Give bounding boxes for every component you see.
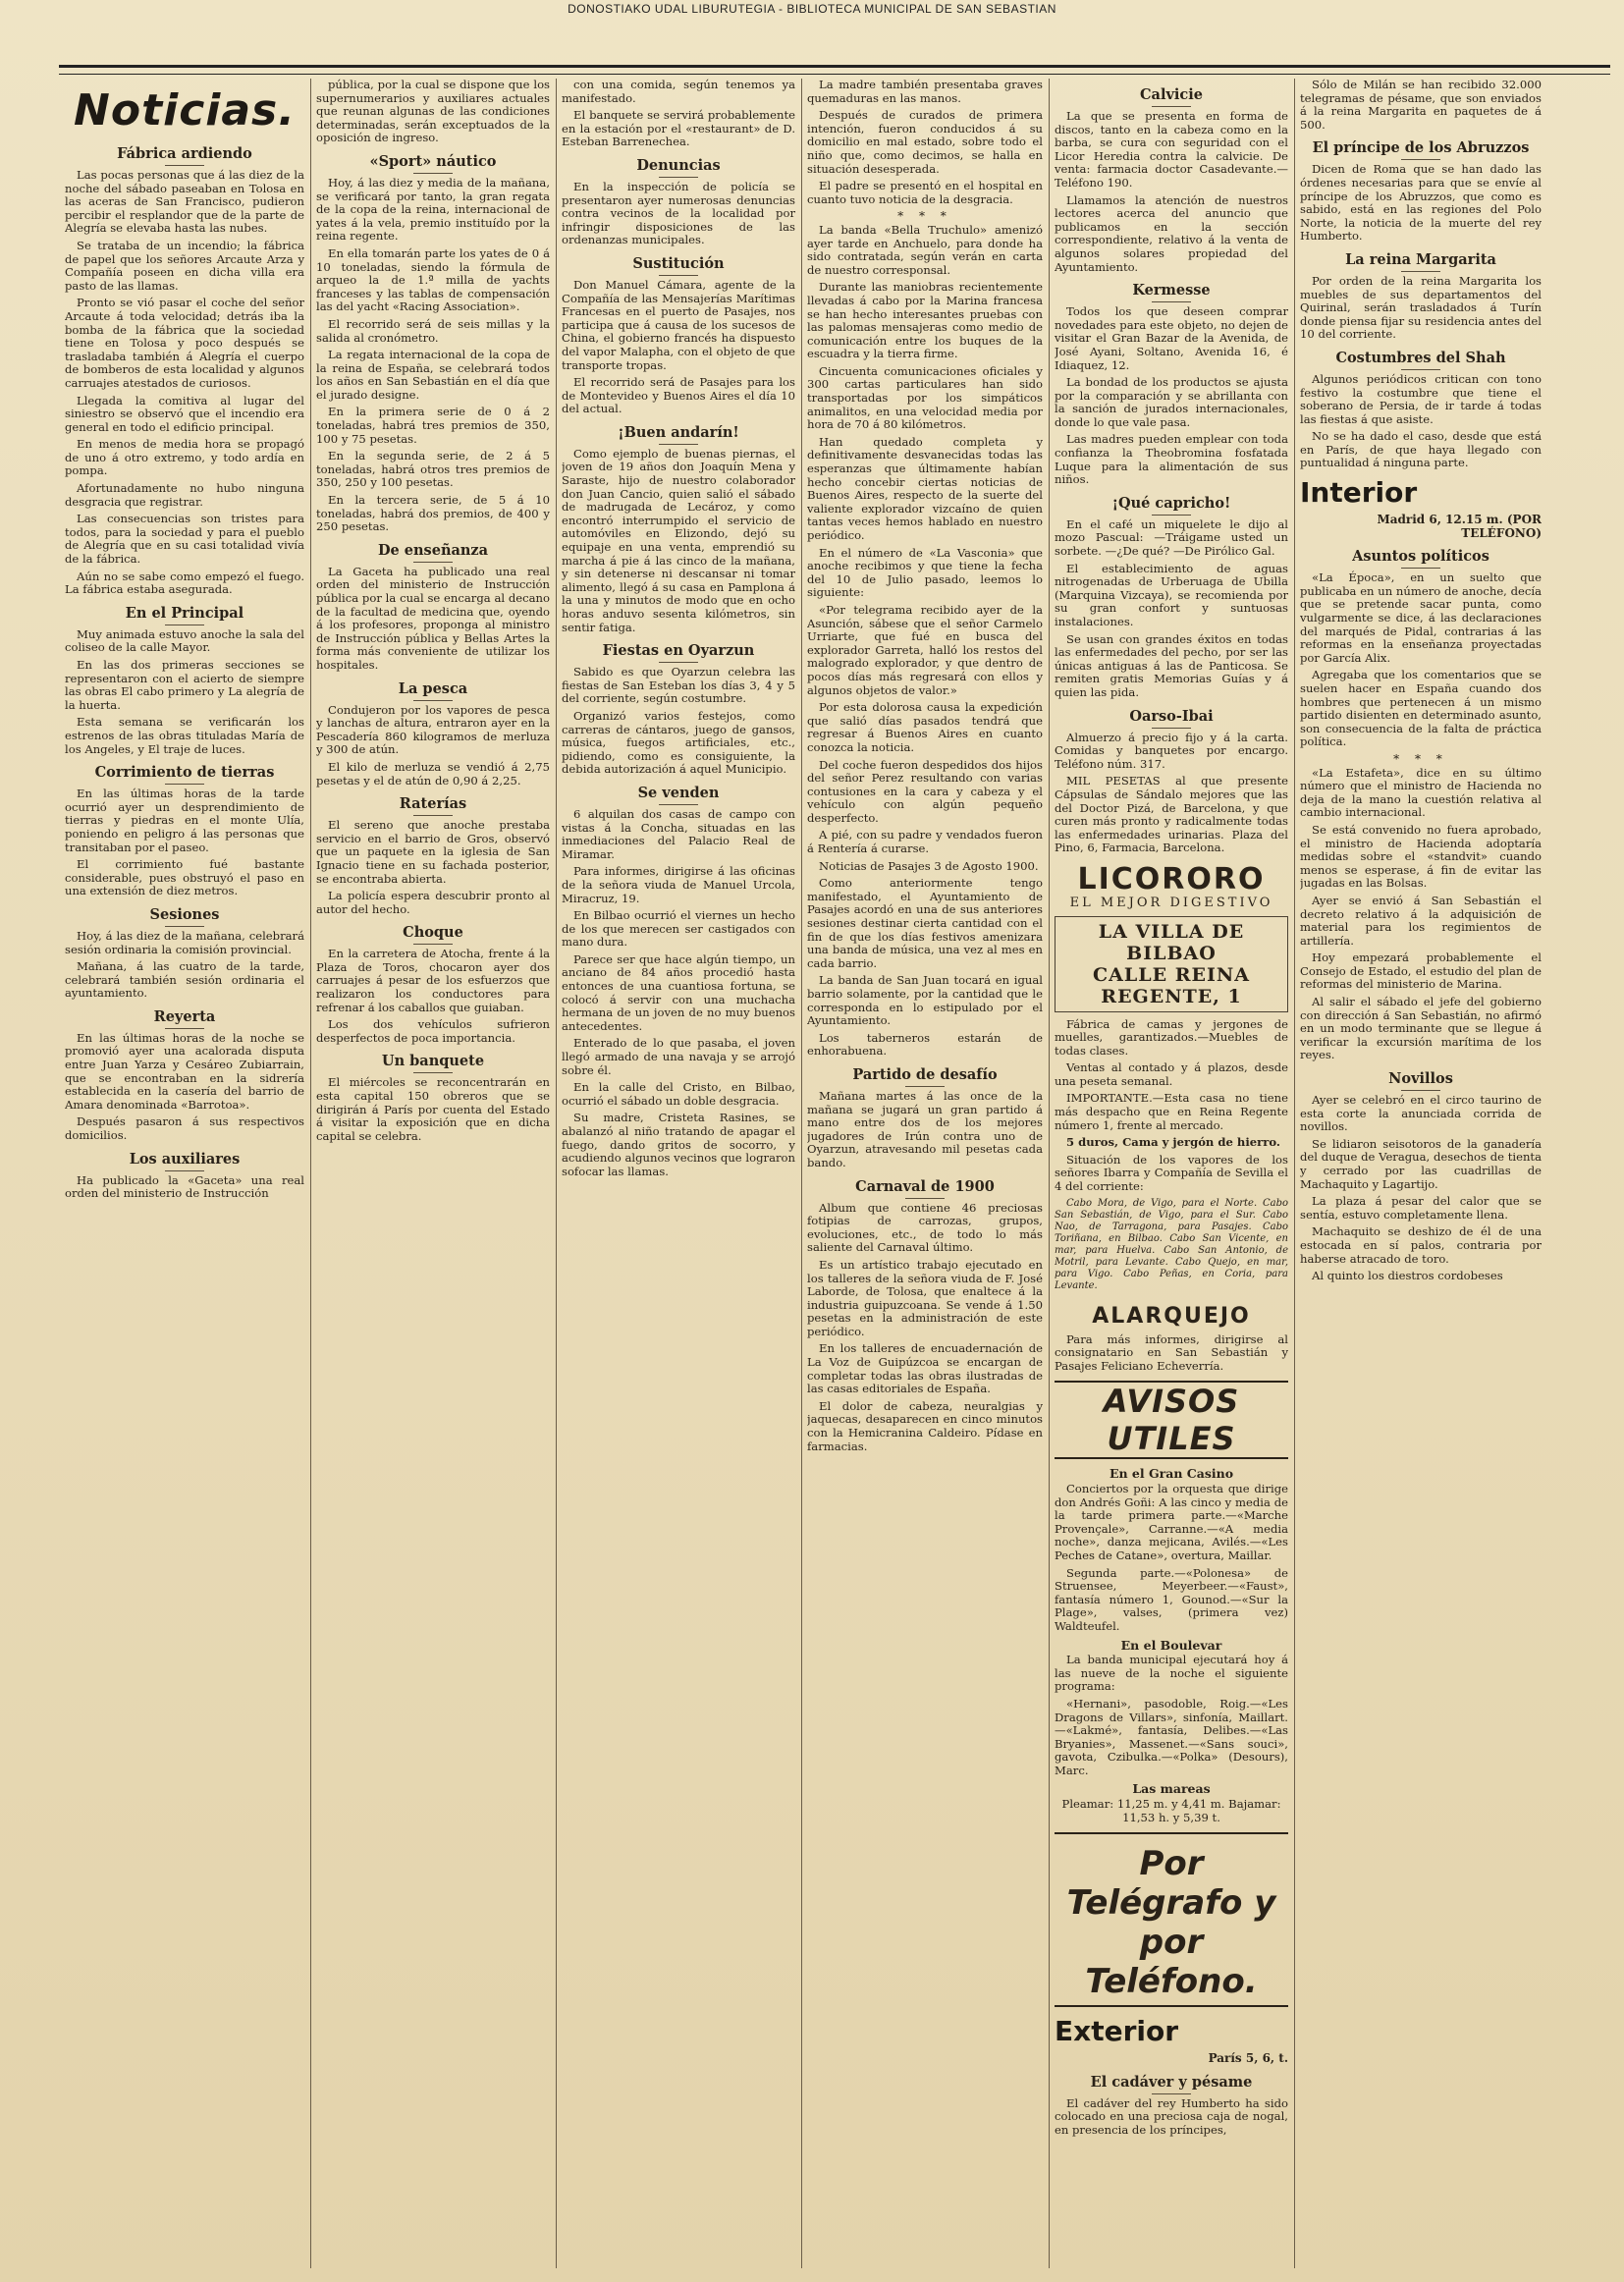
paragraph: En el café un miquelete le dijo al mozo Pascual: —Tráigame usted un sorbete. —¿De qué? —De Pirólico Gal. xyxy=(1055,516,1288,559)
paragraph: Ha publicado la «Gaceta» una real orden del ministerio de Instrucción xyxy=(65,1172,304,1201)
paragraph: Se está convenido no fuera aprobado, el ministro de Hacienda adoptaría medidas sobre el «standvit» cuando menos se esperase, á fin de evitar las jugadas en las Bolsas. xyxy=(1300,822,1542,891)
headline: La reina Margarita xyxy=(1300,251,1542,272)
subheading: En el Gran Casino xyxy=(1109,1466,1234,1482)
paragraph: MIL PESETAS al que presente Cápsulas de Sándalo mejores que las del Doctor Pizá, de Barcelona, y que curen más pronto y radicalmente todas las enfermedades urinarias. Plaza del Pino, 6, Farmacia, Barcelona. xyxy=(1055,774,1288,855)
paragraph: Dicen de Roma que se han dado las órdenes necesarias para que se envíe al príncipe de los Abruzzos, que como es sabido, está en las regiones del Polo Norte, la noticia de la muerte del rey Humberto. xyxy=(1300,162,1542,244)
paragraph: En la carretera de Atocha, frente á la Plaza de Toros, chocaron ayer dos carruajes á pesar de los esfuerzos que realizaron los conductores para refrenar á los caballos que guiaban. xyxy=(316,947,550,1014)
paragraph: Al quinto los diestros cordobeses xyxy=(1312,1269,1503,1283)
paragraph: Almuerzo á precio fijo y á la carta. Comidas y banquetes por encargo. Teléfono núm. 317. xyxy=(1055,730,1288,771)
paragraph: En Bilbao ocurrió el viernes un hecho de los que merecen ser castigados con mano dura. xyxy=(562,908,795,950)
ad-licororo-tagline: EL MEJOR DIGESTIVO xyxy=(1069,895,1273,910)
paragraph: En la inspección de policía se presentaron ayer numerosas denuncias contra vecinos de la localidad por infringir disposiciones de las ordenanzas municipales. xyxy=(562,179,795,247)
paragraph: IMPORTANTE.—Esta casa no tiene más despacho que en Reina Regente número 1, frente al mercado. xyxy=(1055,1091,1288,1132)
paragraph: La banda «Bella Truchulo» amenizó ayer tarde en Anchuelo, para donde ha sido contratada, según verán en carta de nuestro corresponsal. xyxy=(807,222,1043,277)
headline: Un banquete xyxy=(316,1053,550,1073)
paragraph: Mañana, á las cuatro de la tarde, celebrará también sesión ordinaria el ayuntamiento. xyxy=(65,959,304,1001)
paragraph: Noticias de Pasajes 3 de Agosto 1900. xyxy=(819,858,1039,873)
paragraph: Muy animada estuvo anoche la sala del coliseo de la calle Mayor. xyxy=(65,626,304,655)
paragraph: El kilo de merluza se vendió á 2,75 pesetas y el de atún de 0,90 á 2,25. xyxy=(316,759,550,788)
column-3 xyxy=(562,79,795,2268)
paragraph: Todos los que deseen comprar novedades para este objeto, no dejen de visitar el Gran Bazar de la Avenida, de José Ayani, Soltano, Avenida 16, é Idiaquez, 12. xyxy=(1055,304,1288,372)
paragraph: Condujeron por los vapores de pesca y lanchas de altura, entraron ayer en la Pescadería 860 kilogramos de merluza y 300 de atún. xyxy=(316,702,550,757)
headline: Novillos xyxy=(1300,1070,1542,1091)
paragraph: Hoy, á las diez de la mañana, celebrará sesión ordinaria la comisión provincial. xyxy=(65,928,304,956)
paragraph: En el número de «La Vasconia» que anoche recibimos y que tiene la fecha del 10 de Julio pasado, leemos lo siguiente: xyxy=(807,545,1043,600)
paragraph: Se trataba de un incendio; la fábrica de papel que los señores Arcaute Arza y Compañía poseen en dicha villa era pasto de las llamas. xyxy=(65,238,304,293)
paragraph: Ayer se celebró en el circo taurino de esta corte la anunciada corrida de novillos. xyxy=(1300,1093,1542,1134)
paragraph: El padre se presentó en el hospital en cuanto tuvo noticia de la desgracia. xyxy=(807,179,1043,206)
paragraph: Agregaba que los comentarios que se suelen hacer en España cuando dos hombres que pertenecen á un mismo partido disienten en determinado asunto, son consecuencia de la falta de práctica política. xyxy=(1300,668,1542,749)
paragraph: Se usan con grandes éxitos en todas las enfermedades del pecho, por ser las únicas antiguas á las de Panticosa. Se remiten gratis Memorias Guías y á quien las pida. xyxy=(1055,631,1288,699)
headline: Se venden xyxy=(562,785,795,805)
paragraph: Hoy empezará probablemente el Consejo de Estado, el estudio del plan de reformas del ministerio de Marina. xyxy=(1300,951,1542,992)
paragraph: La madre también presentaba graves quemaduras en las manos. xyxy=(807,79,1043,105)
paragraph: «La Época», en un suelto que publicaba en un número de anoche, decía que se pretende sacar punta, como vulgarmente se dice, á las declaraciones del marqués de Pidal, contrarias á las reformas en la enseñanza proyectadas por García Alix. xyxy=(1300,570,1542,665)
ad-licororo: LICORORO xyxy=(1077,861,1266,896)
headline: ¡Qué capricho! xyxy=(1055,495,1288,516)
section-stars: * * * xyxy=(1393,751,1448,766)
section-stars: * * * xyxy=(897,209,952,224)
paragraph: Enterado de lo que pasaba, el joven llegó armado de una navaja y se arrojó sobre él. xyxy=(562,1036,795,1077)
headline: «Sport» náutico xyxy=(316,153,550,174)
headline: De enseñanza xyxy=(316,542,550,563)
telegrafo-box xyxy=(1055,1832,1288,2007)
headline: Kermesse xyxy=(1055,282,1288,302)
paragraph: En las últimas horas de la tarde ocurrió ayer un desprendimiento de tierras y piedras en el monte Ulía, poniendo en peligro á las personas que transitaban por el paseo. xyxy=(65,787,304,854)
headline: ¡Buen andarín! xyxy=(562,424,795,445)
paragraph: Las consecuencias son tristes para todos, para la sociedad y para el pueblo de Alegría que en su casi totalidad vivía de la fábrica. xyxy=(65,512,304,567)
headline: Denuncias xyxy=(562,157,795,178)
paragraph: En menos de media hora se propagó de uno á otro extremo, y todo ardía en pompa. xyxy=(65,437,304,478)
headline: Costumbres del Shah xyxy=(1300,350,1542,370)
paragraph: La banda de San Juan tocará en igual barrio solamente, por la cantidad que le corresponda en lo estipulado por el Ayuntamiento. xyxy=(807,973,1043,1028)
paragraph: Al salir el sábado el jefe del gobierno con dirección á San Sebastián, no afirmó en un modo terminante que se llegue á verificar la excursión marítima de los reyes. xyxy=(1300,995,1542,1062)
section-interior: Interior xyxy=(1300,476,1418,510)
paragraph: Pleamar: 11,25 m. y 4,41 m. Bajamar: 11,53 h. y 5,39 t. xyxy=(1061,1797,1281,1824)
paragraph: En las dos primeras secciones se representaron con el acierto de siempre las obras El cabo primero y La alegría de la huerta. xyxy=(65,658,304,712)
paragraph: El dolor de cabeza, neuralgias y jaquecas, desaparecen en cinco minutos con la Hemicranina Caldeiro. Pídase en farmacias. xyxy=(807,1398,1043,1453)
paragraph: La que se presenta en forma de discos, tanto en la cabeza como en la barba, se cura con seguridad con el Licor Heredia contra la calvicie. De venta: farmacia doctor Casadevante.—Teléfono 190. xyxy=(1055,109,1288,190)
ad-villa-bilbao-title: LA VILLA DE BILBAO xyxy=(1098,920,1245,964)
paragraph: pública, por la cual se dispone que los supernumerarios y auxiliares actuales que reunan algunas de las condiciones determinadas, serán exceptuados de la oposición de ingreso. xyxy=(316,79,550,145)
paragraph: Organizó varios festejos, como carreras de cántaros, juego de gansos, música, fuegos artificiales, etc., pidiendo, como es consiguiente, la debida autorización á aquel Municipio. xyxy=(562,708,795,777)
paragraph: El cadáver del rey Humberto ha sido colocado en una preciosa caja de nogal, en presencia de los príncipes, xyxy=(1055,2095,1288,2138)
headline: Sesiones xyxy=(65,906,304,927)
headline: La pesca xyxy=(316,680,550,701)
paragraph: En los talleres de encuadernación de La Voz de Guipúzcoa se encargan de completar todas las obras ilustradas de las casas editoriales de España. xyxy=(807,1341,1043,1396)
paragraph: El recorrido será de seis millas y la salida al cronómetro. xyxy=(316,316,550,345)
headline: Oarso-Ibai xyxy=(1055,708,1288,729)
column-1 xyxy=(65,79,304,2268)
paragraph: Como anteriormente tengo manifestado, el Ayuntamiento de Pasajes acordó en una de sus anteriores sesiones destinar cierta cantidad con el fin de que los días festivos amenizara una banda de música, una vez al mes en cada barrio. xyxy=(807,876,1043,970)
headline: Reyerta xyxy=(65,1008,304,1029)
column-6 xyxy=(1300,79,1542,2268)
headline: Los auxiliares xyxy=(65,1151,304,1171)
paragraph: Conciertos por la orquesta que dirige don Andrés Goñi: A las cinco y media de la tarde primera parte.—«Marche Provençale», Carranne.—«A media noche», danza mejicana, Avilés.—«Les Peches de Catane», overtura, Maillar. xyxy=(1055,1482,1288,1562)
paragraph: En la calle del Cristo, en Bilbao, ocurrió el sábado un doble desgracia. xyxy=(562,1080,795,1108)
subheading: Las mareas xyxy=(1132,1781,1211,1797)
paragraph: Parece ser que hace algún tiempo, un anciano de 84 años procedió hasta entonces de una cuantiosa fortuna, se colocó á servir con una muchacha hermana de un joven de no muy buenos antecedentes. xyxy=(562,951,795,1033)
headline: El príncipe de los Abruzzos xyxy=(1300,139,1542,160)
dateline: Madrid 6, 12.15 m. (POR TELÉFONO) xyxy=(1377,513,1542,540)
paragraph: Los taberneros estarán de enhorabuena. xyxy=(807,1030,1043,1059)
paragraph: Hoy, á las diez y media de la mañana, se verificará por tanto, la gran regata de la copa de la reina, internacional de yates á la vela, premio instituído por la reina regente. xyxy=(316,175,550,244)
headline: Asuntos políticos xyxy=(1300,548,1542,569)
paragraph: Después pasaron á sus respectivos domicilios. xyxy=(65,1114,304,1143)
paragraph: Como ejemplo de buenas piernas, el joven de 19 años don Joaquín Mena y Saraste, hijo de nuestro colaborador don Juan Cancio, quien salió el sábado de madrugada de Lecároz, y como encontró interrumpido el servicio de automóviles en Elizondo, dejó su equipaje en una venta, emprendió su marcha á pie á las cinco de la mañana, y sin detenerse ni descansar ni tomar alimento, llegó á su casa en Pamplona á la una y minutos de modo que en ocho horas anduvo sesenta kilómetros, sin sentir fatiga. xyxy=(562,446,795,634)
paragraph: El recorrido será de Pasajes para los de Montevideo y Buenos Aires el día 10 del actual. xyxy=(562,375,795,416)
paragraph: Las pocas personas que á las diez de la noche del sábado paseaban en Tolosa en las aceras de San Francisco, pudieron percibir el resplandor que de la parte de Alegría se elevaba hasta las nubes. xyxy=(65,168,304,236)
telegrafo-header: Por Telégrafo y por Teléfono. xyxy=(1066,1844,1276,2002)
headline: Choque xyxy=(316,924,550,945)
headline: Fiestas en Oyarzun xyxy=(562,642,795,663)
ad-villa-bilbao xyxy=(1055,916,1288,1012)
paragraph: Después de curados de primera intención, fueron conducidos á su domicilio en mal estado, sobre todo el niño que, como decimos, se halla en situación desesperada. xyxy=(807,108,1043,176)
paragraph: Durante las maniobras recientemente llevadas á cabo por la Marina francesa se han hecho interesantes pruebas con las palomas mensajeras como medio de comunicación entre los buques de la escuadra y la tierra firme. xyxy=(807,280,1043,361)
paragraph: Se lidiaron seisotoros de la ganadería del duque de Veragua, desechos de tienta y cerrado por las cuadrillas de Machaquito y Lagartijo. xyxy=(1300,1136,1542,1191)
paragraph: Situación de los vapores de los señores Ibarra y Compañía de Sevilla el 4 del corriente: xyxy=(1055,1152,1288,1194)
paragraph: La policía espera descubrir pronto al autor del hecho. xyxy=(316,889,550,916)
column-divider xyxy=(1049,79,1050,2268)
avisos-utiles-header: AVISOS UTILES xyxy=(1055,1381,1288,1459)
paragraph: En la tercera serie, de 5 á 10 toneladas, habrá dos premios, de 400 y 250 pesetas. xyxy=(316,493,550,534)
paragraph: Machaquito se deshizo de él de una estocada en sí palos, contraria por haberse atracado de toro. xyxy=(1300,1224,1542,1266)
headline: El cadáver y pésame xyxy=(1055,2074,1288,2094)
column-divider xyxy=(556,79,557,2268)
paragraph: Ventas al contado y á plazos, desde una peseta semanal. xyxy=(1055,1060,1288,1088)
paragraph: Para informes, dirigirse á las oficinas de la señora viuda de Manuel Urcola, Miracruz, 19. xyxy=(562,864,795,905)
paragraph: Por esta dolorosa causa la expedición que salió días pasados tendrá que regresar á Buenos Aires en cuanto conozca la noticia. xyxy=(807,700,1043,754)
headline: Fábrica ardiendo xyxy=(65,145,304,166)
subheading: En el Boulevar xyxy=(1120,1637,1222,1653)
paragraph: Esta semana se verificarán los estrenos de las obras tituladas María de los Angeles, y El traje de luces. xyxy=(65,715,304,756)
dateline: París 5, 6, t. xyxy=(1208,2051,1288,2066)
paragraph: En las últimas horas de la noche se promovió ayer una acalorada disputa entre Juan Yarza y Cesáreo Zubiarrain, que se encontraban en la sidrería establecida en la casería del barrio de Amara denominada «Barrotoa». xyxy=(65,1030,304,1112)
ad-villa-bilbao-address: CALLE REINA REGENTE, 1 xyxy=(1093,963,1250,1007)
paragraph: La Gaceta ha publicado una real orden del ministerio de Instrucción pública por la cual se encarga al decano de la facultad de medicina que, oyendo á los profesores, proponga al ministro de Instrucción pública y Bellas Artes la forma más conveniente de utilizar los hospitales. xyxy=(316,564,550,672)
paragraph: En ella tomarán parte los yates de 0 á 10 toneladas, siendo la fórmula de arqueo la de 1.ª milla de yachts franceses y las tablas de compensación las del yacht «Racing Association». xyxy=(316,245,550,314)
headline: En el Principal xyxy=(65,605,304,625)
paragraph: El corrimiento fué bastante considerable, pues obstruyó el paso en una extensión de diez metros. xyxy=(65,857,304,898)
paragraph: Para más informes, dirigirse al consignatario en San Sebastián y Pasajes Feliciano Echeverría. xyxy=(1055,1331,1288,1373)
paragraph: Don Manuel Cámara, agente de la Compañía de las Mensajerías Marítimas Francesas en el puerto de Pasajes, nos participa que á causa de los sucesos de China, el gobierno francés ha dispuesto del vapor Malapha, con el objeto de que transporte tropas. xyxy=(562,277,795,372)
paragraph: El banquete se servirá probablemente en la estación por el «restaurant» de D. Esteban Barrenechea. xyxy=(562,108,795,149)
headline: Calvicie xyxy=(1055,86,1288,107)
section-exterior: Exterior xyxy=(1055,2015,1179,2048)
headline: Partido de desafío xyxy=(807,1066,1043,1087)
paragraph: Mañana martes á las once de la mañana se jugará un gran partido á mano entre dos de los mejores jugadores de Irún contra uno de Oyarzun, atravesando mil pesetas cada bando. xyxy=(807,1088,1043,1169)
paragraph: Han quedado completa y definitivamente desvanecidas todas las esperanzas que últimamente habían hecho concebir ciertas noticias de Buenos Aires, respecto de la suerte del valiente explorador vizcaíno de quien tantas veces hemos hablado en nuestro periódico. xyxy=(807,434,1043,542)
paragraph: No se ha dado el caso, desde que está en París, de que haya llegado con puntualidad á ninguna parte. xyxy=(1300,429,1542,470)
paragraph: Ayer se envió á San Sebastián el decreto relativo á la adquisición de material para los regimientos de artillería. xyxy=(1300,893,1542,948)
paragraph: «La Estafeta», dice en su último número que el ministro de Hacienda no deja de la mano la cuestión relativa al cambio internacional. xyxy=(1300,765,1542,820)
headline: Carnaval de 1900 xyxy=(807,1178,1043,1199)
masthead-noticias: Noticias. xyxy=(74,85,296,136)
paragraph: Llegada la comitiva al lugar del siniestro se observó que el incendio era general en todo el edificio principal. xyxy=(65,393,304,434)
paragraph: Los dos vehículos sufrieron desperfectos de poca importancia. xyxy=(316,1017,550,1045)
column-4 xyxy=(807,79,1043,2268)
paragraph: En la segunda serie, de 2 á 5 toneladas, habrá otros tres premios de 350, 250 y 100 pesetas. xyxy=(316,449,550,490)
paragraph: El establecimiento de aguas nitrogenadas de Urberuaga de Ubilla (Marquina Vizcaya), se recomienda por su gran confort y suntuosas instalaciones. xyxy=(1055,561,1288,628)
paragraph: Llamamos la atención de nuestros lectores acerca del anuncio que publicamos en la sección correspondiente, relativo á la venta de algunos solares propiedad del Ayuntamiento. xyxy=(1055,192,1288,274)
column-divider xyxy=(801,79,802,2268)
paragraph: «Por telegrama recibido ayer de la Asunción, sábese que el señor Carmelo Urriarte, que fué en busca del explorador Garreta, halló los restos del malogrado explorador, y que dentro de pocos días más regresará con ellos y algunos objetos de valor.» xyxy=(807,602,1043,697)
paragraph: Cabo Mora, de Vigo, para el Norte. Cabo San Sebastián, de Vigo, para el Sur. Cabo Nao, de Tarragona, para Pasajes. Cabo Toriñana, en Bilbao. Cabo San Vicente, en mar, para Huelva. Cabo San Antonio, de Motril, para Levante. Cabo Quejo, en mar, para Vigo. Cabo Peñas, en Coria, para Levante. xyxy=(1055,1197,1288,1291)
headline: Corrimiento de tierras xyxy=(65,764,304,785)
archive-header: DONOSTIAKO UDAL LIBURUTEGIA - BIBLIOTECA MUNICIPAL DE SAN SEBASTIAN xyxy=(568,2,1056,16)
paragraph: La regata internacional de la copa de la reina de España, se celebrará todos los años en San Sebastián en el día que el jurado designe. xyxy=(316,348,550,402)
paragraph: Su madre, Cristeta Rasines, se abalanzó al niño tratando de apagar el fuego, dando gritos de socorro, y acudiendo algunos vecinos que lograron sofocar las llamas. xyxy=(562,1111,795,1178)
column-divider xyxy=(1294,79,1295,2268)
paragraph: En la primera serie de 0 á 2 toneladas, habrá tres premios de 350, 100 y 75 pesetas. xyxy=(316,405,550,446)
paragraph: Sabido es que Oyarzun celebra las fiestas de San Esteban los días 3, 4 y 5 del corriente, según costumbre. xyxy=(562,665,795,706)
paragraph: La bondad de los productos se ajusta por la comparación y se abrillanta con la sanción de jurados internacionales, donde lo que vale pasa. xyxy=(1055,375,1288,429)
headline: Sustitución xyxy=(562,255,795,276)
headline: Raterías xyxy=(316,795,550,816)
ad-alarquejo: ALARQUEJO xyxy=(1092,1303,1251,1329)
paragraph: 6 alquilan dos casas de campo con vistas á la Concha, situadas en las inmediaciones del Palacio Real de Miramar. xyxy=(562,806,795,861)
paragraph: con una comida, según tenemos ya manifestado. xyxy=(562,79,795,105)
top-rule xyxy=(59,65,1610,75)
paragraph: Cincuenta comunicaciones oficiales y 300 cartas particulares han sido transportadas por los simpáticos animalitos, en una velocidad media por hora de 70 á 80 kilómetros. xyxy=(807,363,1043,432)
paragraph: Sólo de Milán se han recibido 32.000 telegramas de pésame, que son enviados á la reina Margarita en paquetes de á 500. xyxy=(1300,79,1542,132)
paragraph: Pronto se vió pasar el coche del señor Arcaute á toda velocidad; detrás iba la bomba de la fábrica que la sociedad tiene en Tolosa y poco después se trasladaba también á Alegría el cuerpo de bomberos de esta localidad y algunos carruajes atestados de curiosos. xyxy=(65,296,304,390)
column-2 xyxy=(316,79,550,2268)
paragraph: La plaza á pesar del calor que se sentía, estuvo completamente llena. xyxy=(1300,1194,1542,1222)
paragraph: Las madres pueden emplear con toda confianza la Theobromina fosfatada Luque para la alimentación de sus niños. xyxy=(1055,432,1288,487)
paragraph: Del coche fueron despedidos dos hijos del señor Perez resultando con varias contusiones en la cara y cabeza y el vehículo con algún pequeño desperfecto. xyxy=(807,757,1043,825)
paragraph: Aún no se sabe como empezó el fuego. La fábrica estaba asegurada. xyxy=(65,569,304,597)
column-5 xyxy=(1055,79,1288,2268)
paragraph: Fábrica de camas y jergones de muelles, garantizados.—Muebles de todas clases. xyxy=(1055,1016,1288,1058)
column-divider xyxy=(310,79,311,2268)
paragraph: Segunda parte.—«Polonesa» de Struensee, Meyerbeer.—«Faust», fantasía número 1, Gounod.—«Sur la Plage», valses, (primera vez) Waldteufel. xyxy=(1055,1565,1288,1633)
paragraph: Por orden de la reina Margarita los muebles de sus departamentos del Quirinal, serán trasladados á Turín donde piensa fijar su residencia antes del 10 del corriente. xyxy=(1300,273,1542,342)
paragraph: El sereno que anoche prestaba servicio en el barrio de Gros, observó que un paquete en la iglesia de San Ignacio tiene en su fachada posterior, se encontraba abierta. xyxy=(316,818,550,886)
paragraph: A pié, con su padre y vendados fueron á Rentería á curarse. xyxy=(807,828,1043,856)
paragraph: La banda municipal ejecutará hoy á las nueve de la noche el siguiente programa: xyxy=(1055,1653,1288,1694)
paragraph: El miércoles se reconcentrarán en esta capital 150 obreros que se dirigirán á París por cuenta del Estado á visitar la exposición que en dicha capital se celebra. xyxy=(316,1075,550,1143)
paragraph: Album que contiene 46 preciosas fotipias de carrozas, grupos, evoluciones, etc., de todo lo más saliente del Carnaval último. xyxy=(807,1200,1043,1255)
paragraph: Es un artístico trabajo ejecutado en los talleres de la señora viuda de F. José Laborde, de Tolosa, que enaltece á la industria guipuzcoana. Se vende á 1.50 pesetas en la administración de este periódico. xyxy=(807,1257,1043,1338)
paragraph: 5 duros, Cama y jergón de hierro. xyxy=(1066,1135,1280,1150)
paragraph: Algunos periódicos critican con tono festivo la costumbre que tiene el soberano de Persia, de ir tarde á todas las fiestas á que asiste. xyxy=(1300,371,1542,426)
paragraph: Afortunadamente no hubo ninguna desgracia que registrar. xyxy=(65,481,304,509)
paragraph: «Hernani», pasodoble, Roig.—«Les Dragons de Villars», sinfonía, Maillart.—«Lakmé», fantasía, Delibes.—«Las Bryanies», Massenet.—«Sans souci», gavota, Czibulka.—«Polka» (Desours), Marc. xyxy=(1055,1696,1288,1777)
